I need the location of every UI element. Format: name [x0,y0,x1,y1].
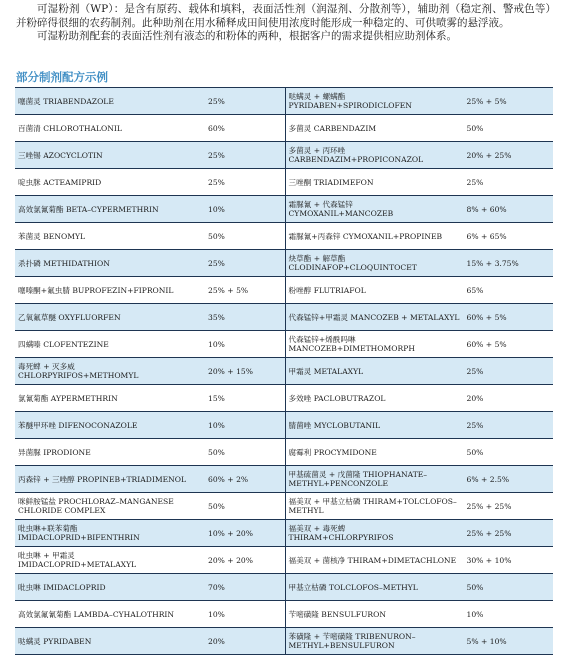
concentration-cell: 50% [205,439,285,466]
formulation-name: 苄嘧磺隆 BENSULFURON [288,609,386,619]
formulation-name: 吡虫啉 IMIDACLOPRID [18,582,106,592]
formulation-name-cell [15,115,205,142]
formulation-name-cell [15,385,205,412]
formulation-name: 霜脲氰+丙森锌 CYMOXANIL+PROPINEB [288,231,443,241]
concentration-cell: 60% + 2% [205,466,285,493]
concentration-cell: 10% [464,601,553,628]
formulation-name-cell [15,520,205,547]
formulation-name-cell [286,574,464,601]
concentration-cell: 25% [205,169,285,196]
formulation-name-cell [15,142,205,169]
concentration-cell: 25% + 25% [464,493,553,520]
concentration-cell: 10% + 20% [205,520,285,547]
table-row [15,493,285,520]
concentration-cell: 20% + 25% [464,142,553,169]
concentration-cell: 25% + 25% [464,520,553,547]
table-row [15,304,285,331]
concentration-cell: 50% [464,115,553,142]
formulation-name-cell [286,547,464,574]
concentration-cell: 20% [205,628,285,655]
formulation-name: 霜脲氰 + 代森锰锌 CYMOXANIL+MANCOZEB [288,200,394,218]
formulation-name-cell [286,412,464,439]
formulation-name-cell [286,304,464,331]
formulation-name: 四螨嗪 CLOFENTEZINE [18,339,109,349]
formulation-name: METHYL+BENSULFURON [288,641,395,650]
concentration-cell: 25% [205,250,285,277]
formulation-name: CARBENDAZIM+PROPICONAZOL [288,155,424,164]
formulation-name: 哒螨灵 PYRIDABEN [18,636,92,646]
table-row [286,601,553,628]
table-row [15,439,285,466]
formulation-name-cell [15,412,205,439]
formulation-tables [15,87,552,655]
table-row [15,466,285,493]
table-row [286,466,553,493]
formulation-name: CLODINAFOP+CLOQUINTOCET [288,263,417,272]
table-row [286,304,553,331]
formulation-name: 吡虫啉+联苯菊酯 [18,524,78,533]
table-row [286,547,553,574]
formulation-name-cell [286,331,464,358]
formulation-name-cell [286,88,464,115]
concentration-cell: 25% + 5% [464,88,553,115]
formulation-name-cell [286,142,464,169]
formulation-name: 代森锰锌+烯酰吗啉 [288,335,356,344]
formulation-name: 哒螨灵 + 螺螨酯 [288,92,346,101]
formulation-name: 甲霜灵 METALAXYL [288,366,364,376]
formulation-name-cell [15,331,205,358]
formulation-name: METHYL+PENCONZOLE [288,479,388,488]
table-row [286,385,553,412]
concentration-cell: 35% [205,304,285,331]
table-row [286,250,553,277]
table-row [15,331,285,358]
formulation-name: CHLORIDE COMPLEX [18,506,106,515]
concentration-cell: 10% [205,601,285,628]
formulation-name-cell [286,628,464,655]
formulation-name-cell [15,358,205,385]
concentration-cell: 25% [464,412,553,439]
formulation-name: 毒死蜱 + 灭多威 [18,362,75,371]
formulation-name-cell [15,304,205,331]
table-row [15,601,285,628]
formulation-name: THIRAM+CHLORPYRIFOS [288,533,394,542]
formulation-name-cell [286,493,464,520]
formulation-name-cell [286,223,464,250]
formulation-name-cell [286,169,464,196]
formulation-name: 腈菌唑 MYCLOBUTANIL [288,420,381,430]
table-row [15,196,285,223]
formulation-name-cell [286,601,464,628]
concentration-cell: 25% [205,88,285,115]
formulation-name-cell [15,223,205,250]
formulation-name: 福美双 + 菌核净 THIRAM+DIMETACHLONE [288,555,457,565]
table-row [286,223,553,250]
concentration-cell: 6% + 2.5% [464,466,553,493]
table-row [15,547,285,574]
concentration-cell: 25% [464,358,553,385]
table-row [15,169,285,196]
table-row [286,115,553,142]
formulation-name: 腐霉利 PROCYMIDONE [288,447,377,457]
formulation-name-cell [286,439,464,466]
intro-text [16,3,556,44]
formulation-name: 多菌灵 + 丙环唑 [288,146,346,155]
table-row [286,169,553,196]
formulation-name: 氯氰菊酯 AYPERMETHRIN [18,393,118,403]
formulation-name-cell [286,115,464,142]
formulation-name: 代森锰锌+甲霜灵 MANCOZEB + METALAXYL [288,312,460,322]
table-row [286,88,553,115]
formulation-name-cell [286,358,464,385]
table-row [15,277,285,304]
formulation-name: 甲基立枯磷 TOLCLOFOS–METHYL [288,582,418,592]
formulation-name-cell [15,169,205,196]
concentration-cell: 60% + 5% [464,331,553,358]
formulation-name-cell [286,250,464,277]
table-row [286,358,553,385]
concentration-cell: 60% + 5% [464,304,553,331]
table-row [15,574,285,601]
formulation-name: 百菌清 CHLOROTHALONIL [18,123,122,133]
formulation-name-cell [15,547,205,574]
concentration-cell: 20% + 15% [205,358,285,385]
formulation-name: 苯醚甲环唑 DIFENOCONAZOLE [18,420,138,430]
table-row [286,277,553,304]
formulation-name-cell [286,385,464,412]
formulation-name: 甲基硫菌灵 + 戊菌隆 THIOPHANATE– [288,470,428,479]
formulation-name-cell [15,439,205,466]
intro-paragraph-2: 可湿粉助剂配套的表面活性剂有液态的和粉体的两种，根据客户的需求提供相应助剂体系。 [37,30,457,42]
formulation-name: 三唑酮 TRIADIMEFON [288,177,374,187]
table-row [15,250,285,277]
concentration-cell: 70% [205,574,285,601]
formulation-name: IMIDACLOPRID+METALAXYL [18,560,137,569]
formulation-name-cell [15,628,205,655]
formulation-table-left [15,87,286,655]
concentration-cell: 65% [464,277,553,304]
table-row [286,439,553,466]
formulation-name: 三唑锡 AZOCYCLOTIN [18,150,103,160]
formulation-name: 杀扑磷 METHIDATHION [18,258,110,268]
formulation-name-cell [286,196,464,223]
concentration-cell: 10% [205,412,285,439]
table-row [286,493,553,520]
concentration-cell: 5% + 10% [464,628,553,655]
formulation-name: 噻嗪酮+氟虫腈 BUPROFEZIN+FIPRONIL [18,285,174,295]
concentration-cell: 50% [464,574,553,601]
table-row [15,385,285,412]
formulation-name: CHLORPYRIFOS+METHOMYL [18,371,139,380]
concentration-cell: 60% [205,115,285,142]
formulation-name-cell [15,466,205,493]
formulation-name-cell [15,493,205,520]
formulation-name: 苯菌灵 BENOMYL [18,231,86,241]
formulation-name: 多菌灵 CARBENDAZIM [288,123,377,133]
table-row [286,196,553,223]
concentration-cell: 8% + 60% [464,196,553,223]
concentration-cell: 25% + 5% [205,277,285,304]
formulation-name: 高效氯氰菊酯 BETA–CYPERMETHRIN [18,204,159,214]
concentration-cell: 15% [205,385,285,412]
table-row [15,223,285,250]
table-row [15,115,285,142]
formulation-name: 噻菌灵 TRIABENDAZOLE [18,96,114,106]
table-row [286,628,553,655]
formulation-name: 吡虫啉 + 甲霜灵 [18,551,75,560]
formulation-name-cell [286,520,464,547]
table-row [286,574,553,601]
formulation-table-right [286,87,553,655]
concentration-cell: 20% [464,385,553,412]
table-row [286,412,553,439]
table-row [15,88,285,115]
intro-paragraph-1: 可湿粉剂（WP）：是含有原药、载体和填料，表面活性剂（润湿剂、分散剂等），辅助剂（稳定剂、警戒色等）并粉碎得很细的农药制剂。此种助剂在用水稀释成田间使用浓度时能形成一种稳定的、可供喷雾的悬浮液。 [16,3,556,29]
concentration-cell: 10% [205,196,285,223]
formulation-name-cell [15,574,205,601]
formulation-name: MANCOZEB+DIMETHOMORPH [288,344,415,353]
formulation-name: 炔草酯 + 解草酯 [288,254,346,263]
table-row [15,520,285,547]
formulation-name: 丙森锌 + 三唑醇 PROPINEB+TRIADIMENOL [18,474,187,484]
concentration-cell: 10% [205,331,285,358]
formulation-name-cell [15,601,205,628]
concentration-cell: 25% [205,142,285,169]
table-row [286,142,553,169]
concentration-cell: 50% [464,439,553,466]
concentration-cell: 30% + 10% [464,547,553,574]
concentration-cell: 20% + 20% [205,547,285,574]
concentration-cell: 50% [205,493,285,520]
formulation-name-cell [286,277,464,304]
formulation-name: 苯磺隆 + 苄嘧磺隆 TRIBENURON– [288,632,416,641]
formulation-name-cell [15,277,205,304]
concentration-cell: 25% [464,169,553,196]
formulation-name-cell [286,466,464,493]
formulation-name-cell [15,88,205,115]
table-row [286,331,553,358]
formulation-name: 福美双 + 毒死蜱 [288,524,346,533]
formulation-name-cell [15,250,205,277]
formulation-name: 高效氯氟氰菊酯 LAMBDA–CYHALOTHRIN [18,609,175,619]
table-row [286,520,553,547]
table-row [15,628,285,655]
table-row [15,142,285,169]
formulation-name: IMIDACLOPRID+BIFENTHRIN [18,533,140,542]
formulation-name: 福美双 + 甲基立枯磷 THIRAM+TOLCLOFOS– [288,497,457,506]
formulation-name: 粉唑醇 FLUTRIAFOL [288,285,366,295]
formulation-name: 咪鲜胺锰盐 PROCHLORAZ–MANGANESE [18,497,174,506]
section-title: 部分制剂配方示例 [16,70,108,84]
concentration-cell: 15% + 3.75% [464,250,553,277]
formulation-name: PYRIDABEN+SPIRODICLOFEN [288,101,412,110]
formulation-name: 多效唑 PACLOBUTRAZOL [288,393,386,403]
table-row [15,412,285,439]
formulation-name: 乙氧氟草醚 OXYFLUORFEN [18,312,121,322]
formulation-name: METHYL [288,506,324,515]
concentration-cell: 50% [205,223,285,250]
table-row [15,358,285,385]
formulation-name: 异菌脲 IPRODIONE [18,447,91,457]
formulation-name-cell [15,196,205,223]
formulation-name: 啶虫脒 ACTEAMIPRID [18,177,102,187]
concentration-cell: 6% + 65% [464,223,553,250]
